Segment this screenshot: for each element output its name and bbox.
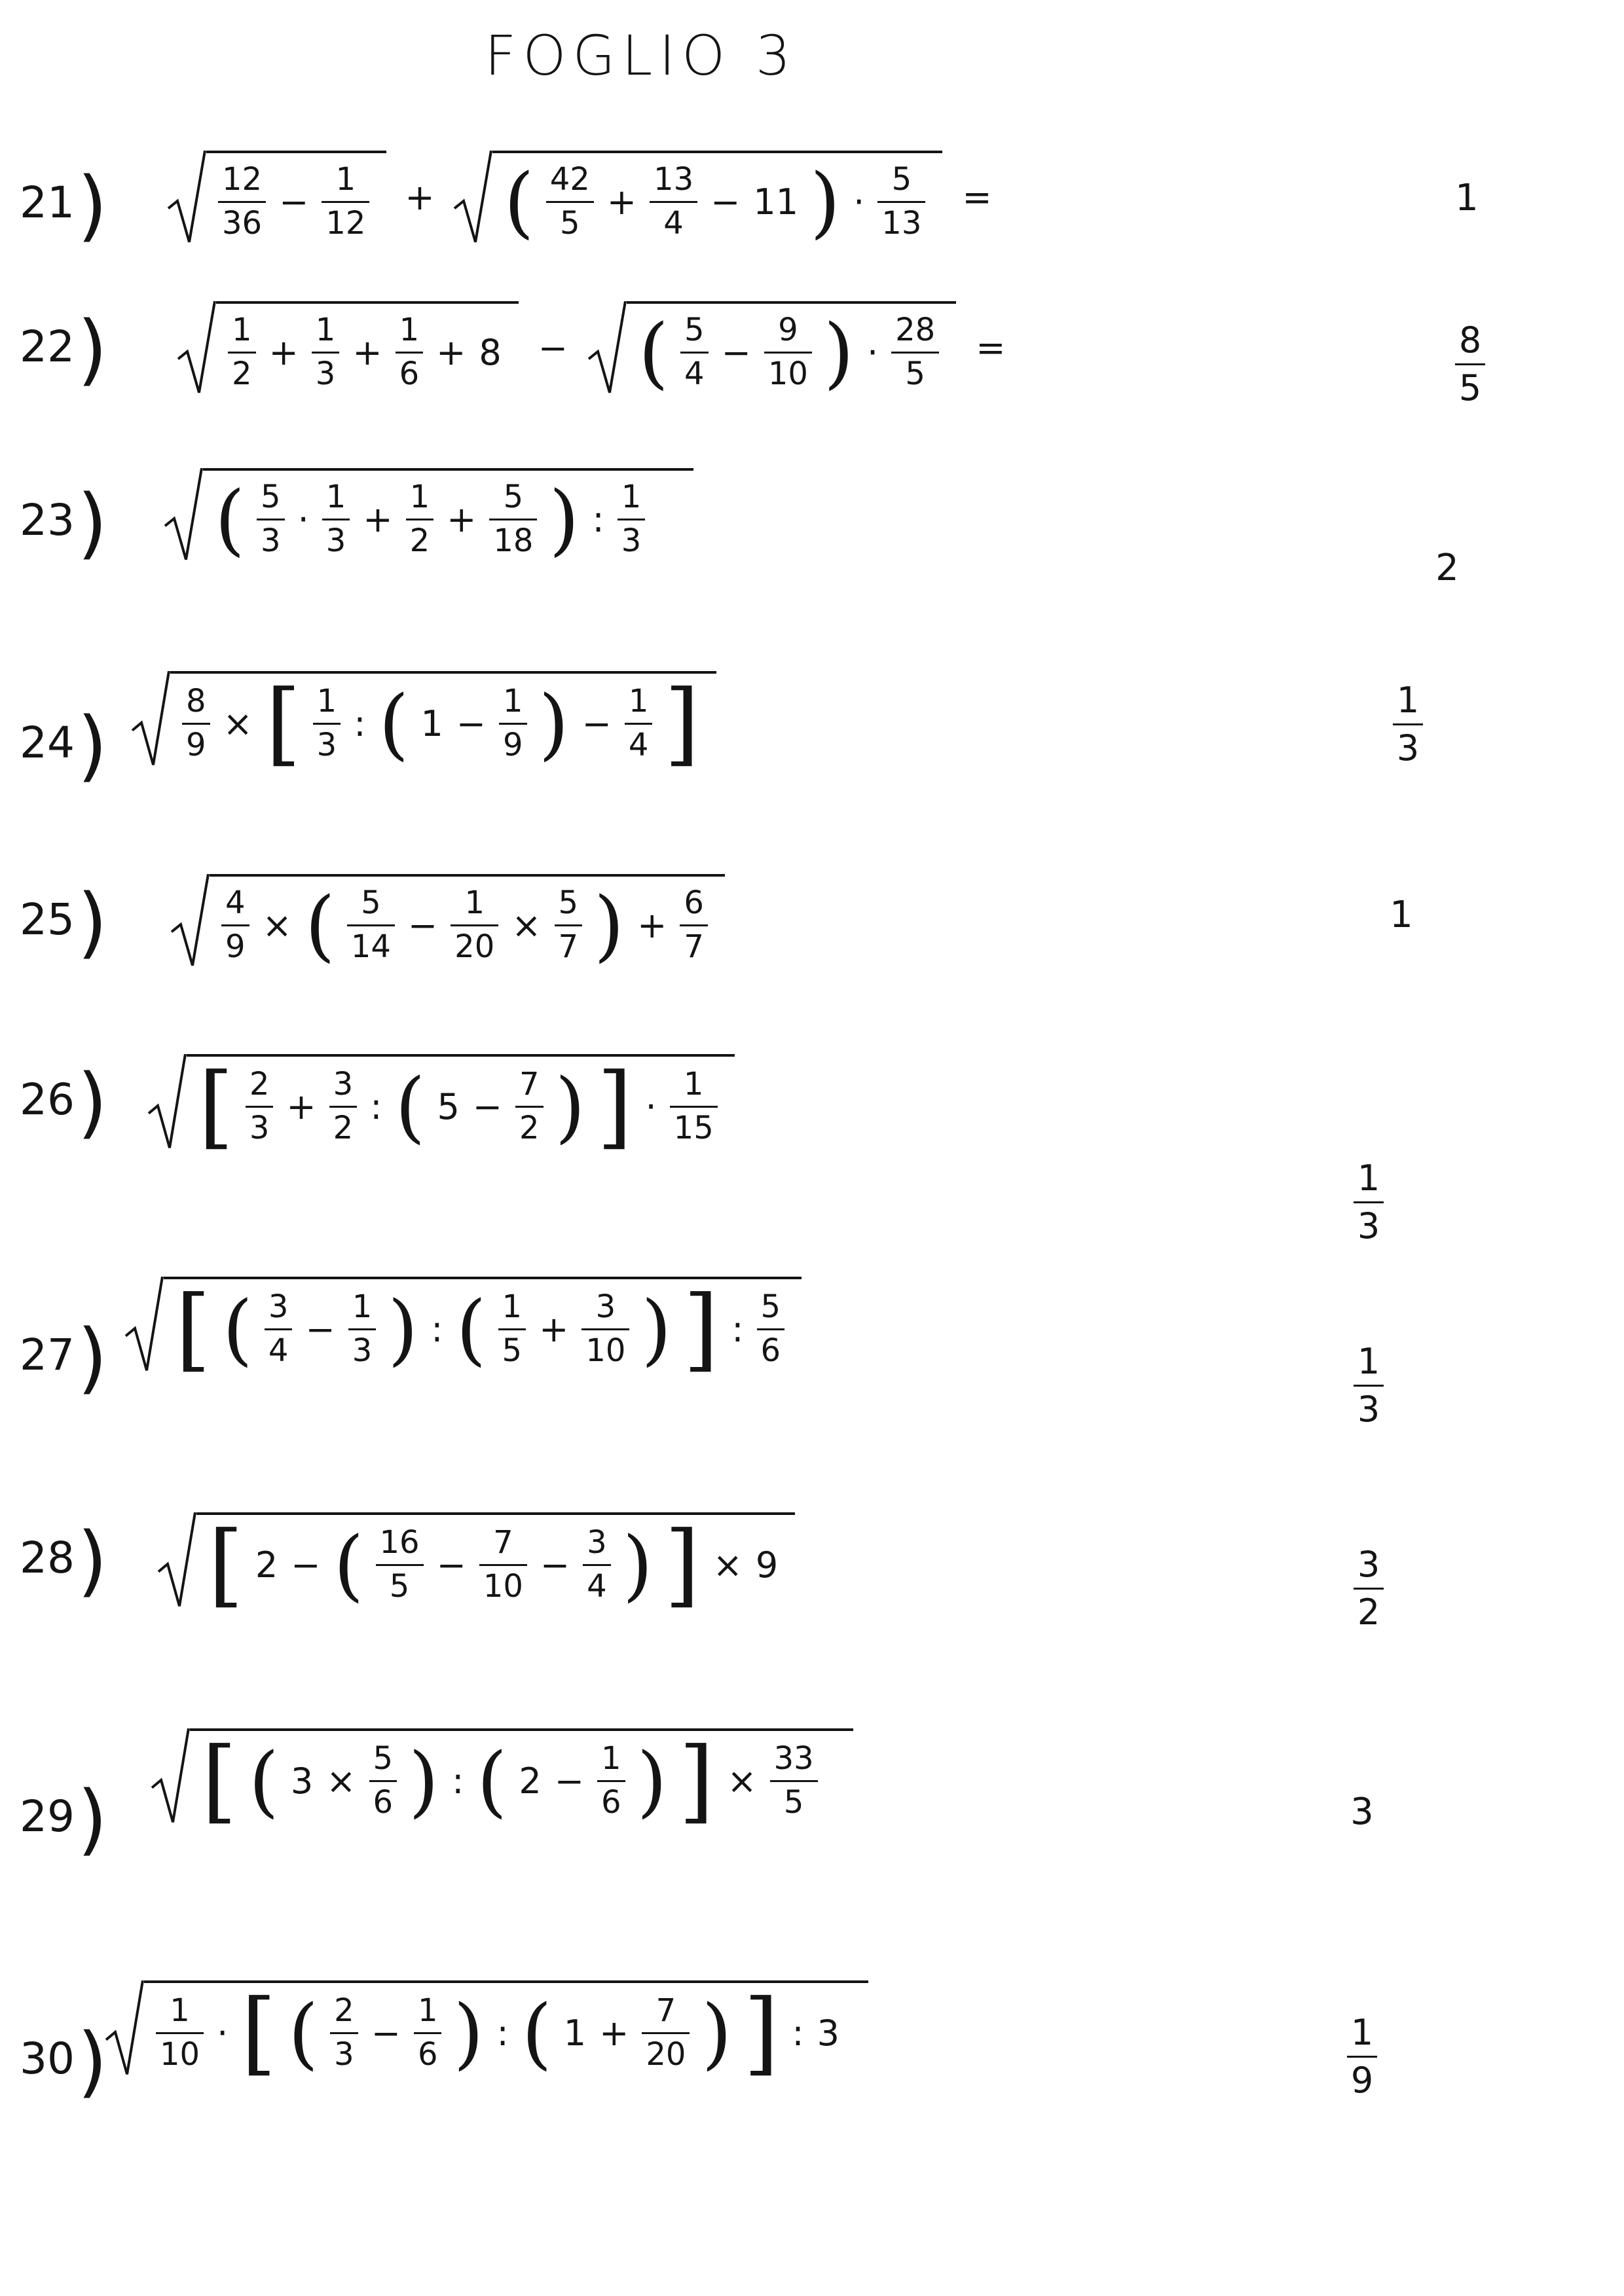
answer-fraction: $\frac{1}{3}$ xyxy=(1393,681,1423,769)
fraction: $\frac{1}{20}$ xyxy=(451,886,498,965)
expression xyxy=(124,1276,802,1381)
multiply-dot: · xyxy=(217,2012,229,2054)
times-sign: × xyxy=(326,1760,356,1802)
left-parenthesis: ( xyxy=(477,1736,507,1826)
plus-sign: + xyxy=(436,331,466,373)
right-bracket: ] xyxy=(678,1728,714,1833)
radicand xyxy=(190,1728,853,1833)
radicand xyxy=(206,151,386,244)
fraction: $\frac{1}{3}$ xyxy=(348,1290,377,1369)
right-parenthesis: ) xyxy=(388,1284,418,1374)
right-bracket: ] xyxy=(683,1276,719,1381)
fraction: $\frac{3}{4}$ xyxy=(583,1525,611,1605)
left-parenthesis: ( xyxy=(521,1988,552,2078)
number: 1 xyxy=(420,702,443,744)
fraction: $\frac{28}{5}$ xyxy=(891,313,939,392)
left-bracket: [ xyxy=(202,1728,237,1833)
right-parenthesis: ) xyxy=(594,880,625,971)
answer xyxy=(1329,1545,1408,1633)
right-bracket: ] xyxy=(743,1980,779,2085)
equals-sign: = xyxy=(962,176,992,218)
exercise-number: 30) xyxy=(20,2016,108,2106)
left-parenthesis: ( xyxy=(638,307,669,398)
divide-colon: : xyxy=(370,1085,382,1127)
radical-sign-icon xyxy=(131,671,170,767)
right-parenthesis: ) xyxy=(409,1736,439,1826)
radicand xyxy=(164,1276,802,1381)
fraction: $\frac{7}{2}$ xyxy=(515,1067,544,1146)
minus-sign: − xyxy=(581,702,612,744)
exercise-number: 26) xyxy=(20,1057,108,1147)
divide-colon: : xyxy=(431,1308,443,1350)
left-bracket: [ xyxy=(265,670,301,776)
times-sign: × xyxy=(727,1760,757,1802)
radical-sign-icon xyxy=(124,1277,164,1372)
fraction: $\frac{5}{14}$ xyxy=(347,886,395,965)
radical-sign-icon xyxy=(167,151,206,244)
left-bracket: [ xyxy=(198,1053,234,1159)
fraction: $\frac{3}{4}$ xyxy=(265,1290,293,1369)
minus-sign: − xyxy=(538,327,568,369)
exercise-number: 23) xyxy=(20,477,108,568)
square-root xyxy=(170,874,725,971)
expression xyxy=(177,301,1009,398)
minus-sign: − xyxy=(721,331,751,373)
radical-sign-icon xyxy=(151,1728,190,1824)
square-root xyxy=(131,670,716,776)
radical-sign-icon xyxy=(105,1980,144,2076)
fraction: $\frac{2}{3}$ xyxy=(246,1067,274,1146)
radicand xyxy=(492,151,943,247)
radicand xyxy=(187,1053,735,1159)
plus-sign: + xyxy=(268,331,299,373)
fraction: $\frac{16}{5}$ xyxy=(376,1525,424,1605)
minus-sign: − xyxy=(436,1544,466,1586)
fraction: $\frac{1}{3}$ xyxy=(322,480,350,559)
answer: 1 xyxy=(1390,894,1413,936)
number: 11 xyxy=(753,181,799,223)
square-root xyxy=(177,301,519,395)
plus-sign: + xyxy=(447,498,477,540)
fraction: $\frac{5}{3}$ xyxy=(257,480,285,559)
answer-fraction: $\frac{3}{2}$ xyxy=(1354,1545,1384,1633)
divide-colon: : xyxy=(452,1760,464,1802)
fraction: $\frac{1}{6}$ xyxy=(414,1994,442,2073)
times-sign: × xyxy=(223,702,253,744)
exercise-number: 28) xyxy=(20,1515,108,1605)
plus-sign: + xyxy=(405,176,435,218)
radicand xyxy=(216,301,519,395)
square-root xyxy=(164,468,693,565)
square-root xyxy=(147,1053,735,1159)
left-bracket: [ xyxy=(241,1980,277,2085)
right-parenthesis: ) xyxy=(549,474,580,565)
expression xyxy=(105,1980,868,2085)
answer xyxy=(1329,1342,1408,1430)
fraction: $\frac{7}{20}$ xyxy=(642,1994,690,2073)
answer: 1 xyxy=(1455,177,1479,219)
fraction: $\frac{1}{3}$ xyxy=(618,480,646,559)
minus-sign: − xyxy=(710,181,741,223)
right-parenthesis: ) xyxy=(637,1736,667,1826)
plus-sign: + xyxy=(599,2012,629,2054)
minus-sign: − xyxy=(305,1308,335,1350)
right-parenthesis: ) xyxy=(453,1988,484,2078)
expression xyxy=(147,1053,735,1159)
expression xyxy=(167,151,996,247)
answer-fraction: $\frac{8}{5}$ xyxy=(1455,321,1485,409)
expression xyxy=(131,670,716,776)
fraction: $\frac{1}{2}$ xyxy=(228,313,256,392)
right-bracket: ] xyxy=(664,1512,700,1617)
fraction: $\frac{6}{7}$ xyxy=(680,886,708,965)
fraction: $\frac{8}{9}$ xyxy=(182,684,210,763)
radicand xyxy=(170,670,716,776)
fraction: $\frac{2}{3}$ xyxy=(330,1994,358,2073)
number: 1 xyxy=(563,2012,587,2054)
fraction: $\frac{12}{36}$ xyxy=(218,162,266,242)
fraction: $\frac{1}{6}$ xyxy=(597,1741,625,1821)
left-parenthesis: ( xyxy=(395,1061,426,1152)
answer: 3 xyxy=(1350,1791,1374,1833)
answer xyxy=(1369,681,1447,769)
left-parenthesis: ( xyxy=(248,1736,279,1826)
radical-sign-icon xyxy=(164,468,203,562)
number: 2 xyxy=(255,1544,278,1586)
left-parenthesis: ( xyxy=(378,678,409,769)
fraction: $\frac{9}{10}$ xyxy=(764,313,812,392)
number: 3 xyxy=(817,2012,840,2054)
right-parenthesis: ) xyxy=(622,1520,653,1610)
minus-sign: − xyxy=(472,1085,503,1127)
multiply-dot: · xyxy=(866,331,879,373)
left-bracket: [ xyxy=(175,1276,211,1381)
expression xyxy=(164,468,693,565)
fraction: $\frac{3}{10}$ xyxy=(581,1290,629,1369)
answer xyxy=(1323,2013,1401,2101)
minus-sign: − xyxy=(371,2012,401,2054)
square-root xyxy=(167,151,386,244)
multiply-dot: · xyxy=(645,1085,657,1127)
fraction: $\frac{1}{2}$ xyxy=(406,480,434,559)
fraction: $\frac{1}{15}$ xyxy=(670,1067,718,1146)
right-parenthesis: ) xyxy=(538,678,569,769)
plus-sign: + xyxy=(363,498,393,540)
left-parenthesis: ( xyxy=(215,474,246,565)
minus-sign: − xyxy=(279,181,309,223)
answer-fraction: $\frac{1}{3}$ xyxy=(1354,1342,1384,1430)
right-parenthesis: ) xyxy=(823,307,854,398)
number: 5 xyxy=(437,1085,460,1127)
fraction: $\frac{5}{6}$ xyxy=(757,1290,785,1369)
divide-colon: : xyxy=(354,702,366,744)
minus-sign: − xyxy=(456,702,487,744)
radicand xyxy=(144,1980,868,2085)
times-sign: × xyxy=(262,904,292,946)
radical-sign-icon xyxy=(157,1512,196,1608)
radicand xyxy=(210,874,725,971)
left-parenthesis: ( xyxy=(333,1520,364,1610)
equals-sign: = xyxy=(976,327,1006,369)
exercise-number: 22) xyxy=(20,304,108,394)
fraction: $\frac{1}{3}$ xyxy=(312,313,340,392)
exercise-number: 21) xyxy=(20,160,108,250)
square-root xyxy=(124,1276,802,1381)
fraction: $\frac{1}{4}$ xyxy=(625,684,653,763)
left-bracket: [ xyxy=(208,1512,244,1617)
minus-sign: − xyxy=(407,904,438,946)
fraction: $\frac{5}{18}$ xyxy=(489,480,537,559)
fraction: $\frac{5}{13}$ xyxy=(877,162,925,242)
square-root xyxy=(105,1980,868,2085)
exercise-number: 25) xyxy=(20,877,108,967)
plus-sign: + xyxy=(286,1085,316,1127)
left-parenthesis: ( xyxy=(504,156,534,247)
divide-colon: : xyxy=(496,2012,509,2054)
plus-sign: + xyxy=(539,1308,569,1350)
right-bracket: ] xyxy=(664,670,700,776)
divide-colon: : xyxy=(731,1308,744,1350)
minus-sign: − xyxy=(554,1760,584,1802)
fraction: $\frac{4}{9}$ xyxy=(221,886,249,965)
left-parenthesis: ( xyxy=(288,1988,319,2078)
number: 9 xyxy=(755,1544,779,1586)
fraction: $\frac{3}{2}$ xyxy=(329,1067,358,1146)
plus-sign: + xyxy=(352,331,382,373)
fraction: $\frac{7}{10}$ xyxy=(479,1525,527,1605)
left-parenthesis: ( xyxy=(456,1284,487,1374)
radicand xyxy=(196,1512,795,1617)
expression xyxy=(151,1728,853,1833)
radicand xyxy=(203,468,693,565)
radical-sign-icon xyxy=(453,151,492,244)
plus-sign: + xyxy=(606,181,637,223)
fraction: $\frac{1}{3}$ xyxy=(313,684,341,763)
left-parenthesis: ( xyxy=(222,1284,253,1374)
answer xyxy=(1434,321,1506,409)
radical-sign-icon xyxy=(177,301,216,395)
fraction: $\frac{5}{6}$ xyxy=(369,1741,397,1821)
fraction: $\frac{1}{12}$ xyxy=(322,162,369,242)
square-root xyxy=(151,1728,853,1833)
fraction: $\frac{13}{4}$ xyxy=(650,162,697,242)
square-root xyxy=(587,301,956,398)
divide-colon: : xyxy=(592,498,604,540)
right-parenthesis: ) xyxy=(701,1988,732,2078)
expression xyxy=(170,874,725,971)
expression xyxy=(157,1512,795,1617)
number: 3 xyxy=(290,1760,314,1802)
fraction: $\frac{5}{7}$ xyxy=(555,886,583,965)
right-bracket: ] xyxy=(597,1053,633,1159)
right-parenthesis: ) xyxy=(555,1061,585,1152)
answer xyxy=(1329,1159,1408,1247)
exercise-number: 29) xyxy=(20,1774,108,1864)
minus-sign: − xyxy=(291,1544,321,1586)
radical-sign-icon xyxy=(170,874,210,968)
square-root xyxy=(157,1512,795,1617)
fraction: $\frac{1}{9}$ xyxy=(499,684,527,763)
exercise-number: 27) xyxy=(20,1312,108,1402)
right-parenthesis: ) xyxy=(810,156,841,247)
answer: 2 xyxy=(1435,547,1459,589)
answer-fraction: $\frac{1}{9}$ xyxy=(1347,2013,1377,2101)
minus-sign: − xyxy=(540,1544,570,1586)
fraction: $\frac{33}{5}$ xyxy=(770,1741,818,1821)
times-sign: × xyxy=(712,1544,743,1586)
fraction: $\frac{5}{4}$ xyxy=(680,313,709,392)
radical-sign-icon xyxy=(147,1054,187,1150)
divide-colon: : xyxy=(792,2012,804,2054)
times-sign: × xyxy=(511,904,542,946)
number: 8 xyxy=(479,331,502,373)
answer-fraction: $\frac{1}{3}$ xyxy=(1354,1159,1384,1247)
number: 2 xyxy=(519,1760,542,1802)
radical-sign-icon xyxy=(587,301,627,395)
right-parenthesis: ) xyxy=(641,1284,672,1374)
fraction: $\frac{1}{6}$ xyxy=(396,313,424,392)
fraction: $\frac{42}{5}$ xyxy=(546,162,594,242)
left-parenthesis: ( xyxy=(304,880,335,971)
fraction: $\frac{1}{10}$ xyxy=(156,1994,204,2073)
multiply-dot: · xyxy=(853,181,865,223)
square-root xyxy=(453,151,943,247)
exercise-number: 24) xyxy=(20,700,108,790)
sheet-title: FOGLIO 3 xyxy=(485,24,798,88)
multiply-dot: · xyxy=(297,498,309,540)
plus-sign: + xyxy=(637,904,667,946)
fraction: $\frac{1}{5}$ xyxy=(498,1290,526,1369)
radicand xyxy=(627,301,956,398)
